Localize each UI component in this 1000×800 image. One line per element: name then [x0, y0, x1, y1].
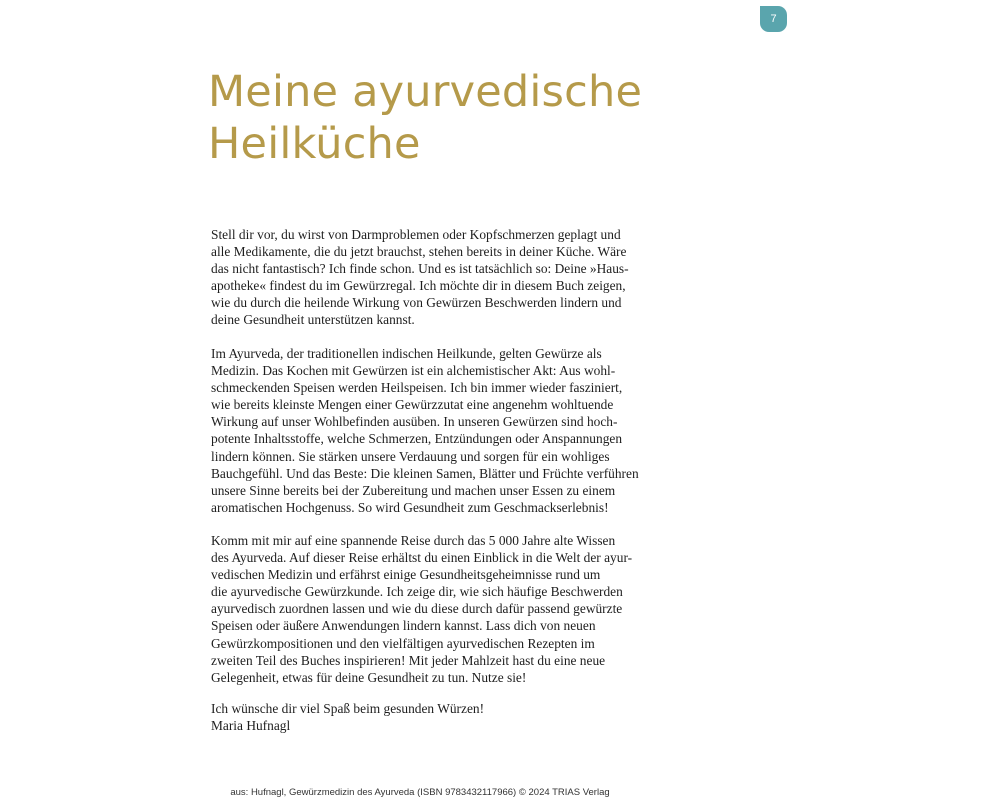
paragraph-ayurveda — [211, 345, 651, 516]
text-line: aromatischen Hochgenuss. So wird Gesundheit zum Geschmackserlebnis! — [211, 499, 609, 515]
text-line: Medizin. Das Kochen mit Gewürzen ist ein alchemistischer Akt: Aus wohl- — [211, 363, 616, 379]
text-line: vedischen Medizin und erfährst einige Gesundheitsgeheimnisse rund um — [211, 567, 601, 583]
text-line: potente Inhaltsstoffe, welche Schmerzen, Entzündungen oder Anspannungen — [211, 431, 623, 447]
text-line: Gelegenheit, etwas für deine Gesundheit zu tun. Nutze sie! — [211, 669, 527, 685]
paragraph-intro — [211, 226, 651, 329]
text-line: schmeckenden Speisen werden Heilspeisen. Ich bin immer wieder fasziniert, — [211, 380, 623, 396]
text-line: ayurvedisch zuordnen lassen und wie du diese durch dafür passend gewürzte — [211, 601, 623, 617]
text-line: das nicht fantastisch? Ich finde schon. Und es ist tatsächlich so: Deine »Haus- — [211, 261, 629, 277]
page-title — [208, 66, 728, 170]
title-line-2: Heilküche — [208, 119, 421, 169]
text-line: Gewürzkompositionen und den vielfältigen ayurvedischen Rezepten im — [211, 635, 595, 651]
text-line: wie bereits kleinste Mengen einer Gewürzzutat eine angenehm wohltuende — [211, 397, 614, 413]
text-line: Stell dir vor, du wirst von Darmproblemen oder Kopfschmerzen geplagt und — [211, 227, 621, 242]
page-number-badge: 7 — [760, 6, 787, 32]
text-line: deine Gesundheit unterstützen kannst. — [211, 312, 415, 328]
paragraph-journey — [211, 532, 651, 686]
text-line: apotheke« findest du im Gewürzregal. Ich möchte dir in diesem Buch zeigen, — [211, 278, 626, 294]
text-line: Wirkung auf unser Wohlbefinden ausüben. In unseren Gewürzen sind hoch- — [211, 414, 618, 430]
text-line: Im Ayurveda, der traditionellen indischen Heilkunde, gelten Gewürze als — [211, 346, 602, 361]
text-line: unsere Sinne bereits bei der Zubereitung und machen unser Essen zu einem — [211, 482, 616, 498]
author-name: Maria Hufnagl — [211, 718, 291, 734]
text-line: des Ayurveda. Auf dieser Reise erhältst du einen Einblick in die Welt der ayur- — [211, 550, 633, 566]
text-line: wie du durch die heilende Wirkung von Gewürzen Beschwerden lindern und — [211, 295, 622, 311]
title-line-1: Meine ayurvedische — [208, 67, 643, 117]
text-line: Komm mit mir auf eine spannende Reise durch das 5 000 Jahre alte Wissen — [211, 533, 616, 548]
text-line: Speisen oder äußere Anwendungen lindern kannst. Lass dich von neuen — [211, 618, 596, 634]
text-line: alle Medikamente, die du jetzt brauchst, stehen bereits in deiner Küche. Wäre — [211, 244, 627, 260]
text-line: Ich wünsche dir viel Spaß beim gesunden Würzen! — [211, 701, 485, 716]
paragraph-signoff — [211, 700, 651, 734]
source-footer: aus: Hufnagl, Gewürzmedizin des Ayurveda (ISBN 9783432117966) © 2024 TRIAS Verlag — [230, 787, 610, 798]
text-line: Bauchgefühl. Und das Beste: Die kleinen Samen, Blätter und Früchte verführen — [211, 465, 639, 481]
text-line: zweiten Teil des Buches inspirieren! Mit jeder Mahlzeit hast du eine neue — [211, 652, 606, 668]
text-line: die ayurvedische Gewürzkunde. Ich zeige dir, wie sich häufige Beschwerden — [211, 584, 623, 600]
text-line: lindern können. Sie stärken unsere Verdauung und sorgen für ein wohliges — [211, 448, 610, 464]
